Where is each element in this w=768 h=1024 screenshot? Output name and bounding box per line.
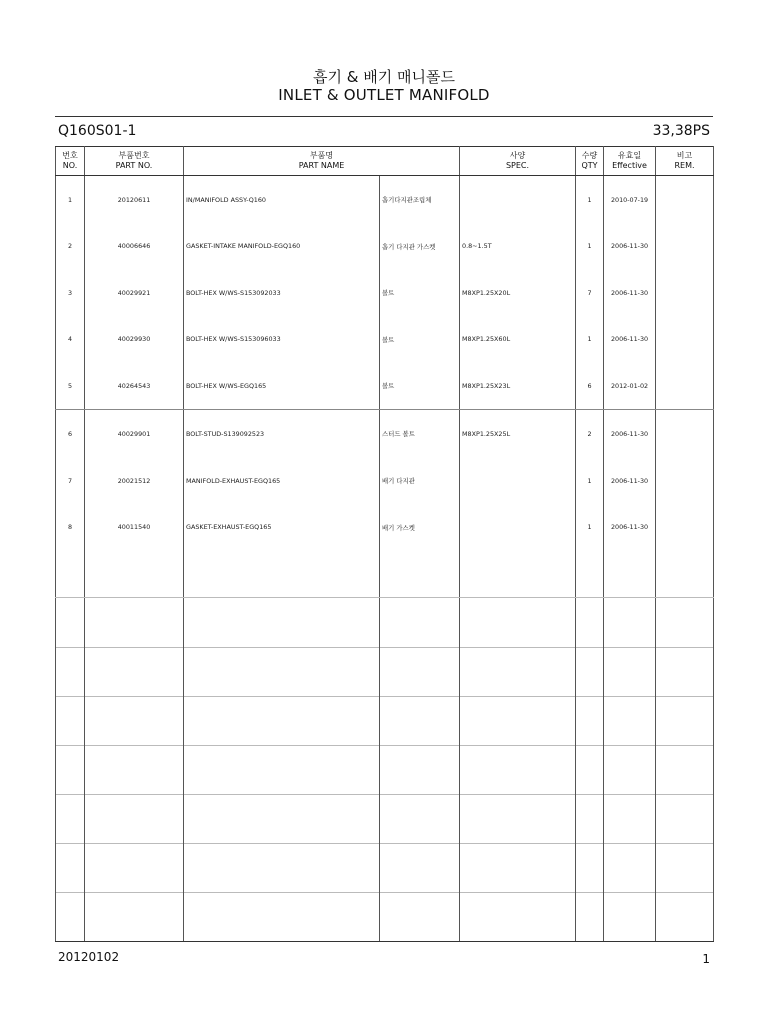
cell-spec: 0.8~1.5T: [460, 223, 576, 269]
cell-no: 2: [56, 223, 85, 269]
cell-effective: 2006-11-30: [604, 504, 656, 550]
cell-part-name-en: MANIFOLD-EXHAUST-EGQ165: [184, 458, 380, 504]
cell-remarks: [656, 270, 714, 316]
cell-part-no: 40264543: [85, 362, 184, 410]
empty-row: [56, 745, 714, 794]
table-row: [56, 362, 714, 410]
page-title-english: INLET & OUTLET MANIFOLD: [278, 86, 490, 104]
cell-remarks: [656, 176, 714, 224]
cell-remarks: [656, 410, 714, 458]
cell-spec: M8XP1.25X23L: [460, 362, 576, 410]
cell-spec: [460, 176, 576, 224]
cell-part-name-en: BOLT-HEX W/WS-S153096033: [184, 316, 380, 362]
cell-spec: [460, 504, 576, 550]
table-header-row: [56, 147, 714, 176]
cell-part-name-ko: 스터드 볼트: [380, 410, 460, 458]
col-header-part-name: 부품명 PART NAME: [184, 147, 460, 176]
cell-part-no: 40029901: [85, 410, 184, 458]
cell-qty: 1: [576, 223, 604, 269]
document-date: 20120102: [58, 950, 120, 964]
cell-remarks: [656, 223, 714, 269]
table-row: [56, 410, 714, 458]
cell-part-name-ko: 볼트: [380, 270, 460, 316]
cell-part-name-ko: 볼트: [380, 362, 460, 410]
cell-spec: M8XP1.25X25L: [460, 410, 576, 458]
cell-no: 7: [56, 458, 85, 504]
table-row: [56, 176, 714, 224]
table-row: [56, 223, 714, 269]
empty-row: [56, 598, 714, 647]
cell-spec: [460, 458, 576, 504]
cell-remarks: [656, 362, 714, 410]
col-header-part-no: 부품번호 PART NO.: [85, 147, 184, 176]
cell-effective: 2010-07-19: [604, 176, 656, 224]
page-number: 1: [702, 952, 710, 966]
empty-row: [56, 843, 714, 892]
col-header-spec: 사양 SPEC.: [460, 147, 576, 176]
cell-part-no: 40029921: [85, 270, 184, 316]
cell-part-name-en: IN/MANIFOLD ASSY-Q160: [184, 176, 380, 224]
cell-qty: 7: [576, 270, 604, 316]
cell-part-name-ko: 흡기 다지관 가스켓: [380, 223, 460, 269]
cell-part-name-ko: 배기 다지관: [380, 458, 460, 504]
parts-table: [55, 146, 714, 942]
empty-row: [56, 696, 714, 745]
cell-qty: 6: [576, 362, 604, 410]
cell-qty: 1: [576, 458, 604, 504]
cell-part-no: 40029930: [85, 316, 184, 362]
cell-no: 5: [56, 362, 85, 410]
cell-effective: 2006-11-30: [604, 410, 656, 458]
cell-effective: 2006-11-30: [604, 223, 656, 269]
table-row: [56, 316, 714, 362]
table-row: [56, 504, 714, 550]
cell-spec: M8XP1.25X60L: [460, 316, 576, 362]
cell-part-no: 40006646: [85, 223, 184, 269]
cell-no: 3: [56, 270, 85, 316]
header-divider: [55, 116, 713, 117]
cell-part-name-en: GASKET-EXHAUST-EGQ165: [184, 504, 380, 550]
cell-no: 4: [56, 316, 85, 362]
cell-qty: 1: [576, 504, 604, 550]
cell-qty: 1: [576, 316, 604, 362]
empty-row: [56, 892, 714, 941]
page-title-korean: 흡기 & 배기 매니폴드: [313, 68, 455, 86]
cell-no: 6: [56, 410, 85, 458]
cell-part-no: 20021512: [85, 458, 184, 504]
empty-row: [56, 647, 714, 696]
table-row: [56, 458, 714, 504]
cell-remarks: [656, 458, 714, 504]
cell-qty: 2: [576, 410, 604, 458]
engine-power: 33,38PS: [652, 123, 710, 139]
col-header-qty: 수량 QTY: [576, 147, 604, 176]
col-header-effective: 유효일 Effective: [604, 147, 656, 176]
cell-no: 1: [56, 176, 85, 224]
col-header-remarks: 비고 REM.: [656, 147, 714, 176]
empty-row: [56, 794, 714, 843]
cell-qty: 1: [576, 176, 604, 224]
cell-part-name-en: BOLT-HEX W/WS-EGQ165: [184, 362, 380, 410]
cell-effective: 2006-11-30: [604, 270, 656, 316]
cell-effective: 2006-11-30: [604, 458, 656, 504]
cell-no: 8: [56, 504, 85, 550]
cell-part-name-en: BOLT-STUD-S139092523: [184, 410, 380, 458]
table-row: [56, 270, 714, 316]
cell-part-no: 20120611: [85, 176, 184, 224]
col-header-no: 번호 NO.: [56, 147, 85, 176]
cell-part-no: 40011540: [85, 504, 184, 550]
model-code: Q160S01-1: [58, 123, 137, 139]
cell-part-name-ko: 배기 가스켓: [380, 504, 460, 550]
cell-part-name-en: BOLT-HEX W/WS-S153092033: [184, 270, 380, 316]
cell-part-name-en: GASKET-INTAKE MANIFOLD-EGQ160: [184, 223, 380, 269]
cell-effective: 2012-01-02: [604, 362, 656, 410]
cell-spec: M8XP1.25X20L: [460, 270, 576, 316]
cell-part-name-ko: 볼트: [380, 316, 460, 362]
empty-row: [56, 550, 714, 598]
cell-remarks: [656, 504, 714, 550]
cell-remarks: [656, 316, 714, 362]
cell-part-name-ko: 흡기다지관조립체: [380, 176, 460, 224]
cell-effective: 2006-11-30: [604, 316, 656, 362]
